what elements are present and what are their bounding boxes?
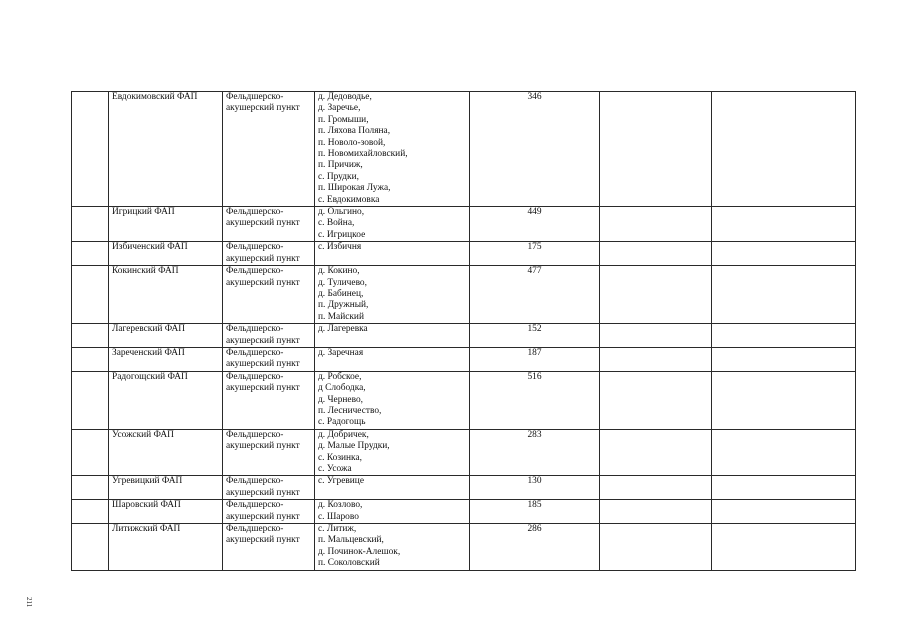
empty-cell bbox=[600, 266, 712, 324]
fap-name-cell: Зареченский ФАП bbox=[109, 347, 223, 371]
settlements-cell: д. Добричек, д. Малые Прудки, с. Козинка, с. Усожа bbox=[315, 429, 470, 476]
fap-type-cell: Фельдшерско-акушерский пункт bbox=[223, 429, 315, 476]
empty-cell bbox=[712, 266, 856, 324]
fap-table-body bbox=[72, 92, 856, 571]
population-cell: 175 bbox=[470, 242, 600, 266]
settlements-cell: д. Дедоводье, д. Заречье, п. Громыши, п. Ляхова Поляна, п. Новоло-зовой, п. Новомихайловский, п. Причиж, с. Прудки, п. Широкая Лужа, с. Евдокимовка bbox=[315, 92, 470, 207]
table-row bbox=[72, 500, 856, 524]
empty-cell bbox=[72, 347, 109, 371]
empty-cell bbox=[72, 266, 109, 324]
empty-cell bbox=[600, 207, 712, 242]
fap-name-cell: Лагеревский ФАП bbox=[109, 324, 223, 348]
settlements-cell: д. Кокино, д. Туличево, д. Бабинец, п. Дружный, п. Майский bbox=[315, 266, 470, 324]
empty-cell bbox=[72, 500, 109, 524]
table-row bbox=[72, 242, 856, 266]
empty-cell bbox=[72, 207, 109, 242]
table-row bbox=[72, 92, 856, 207]
empty-cell bbox=[712, 92, 856, 207]
population-cell: 185 bbox=[470, 500, 600, 524]
fap-type-cell: Фельдшерско-акушерский пункт bbox=[223, 500, 315, 524]
fap-name-cell: Игрицкий ФАП bbox=[109, 207, 223, 242]
empty-cell bbox=[712, 524, 856, 571]
empty-cell bbox=[712, 371, 856, 429]
table-row bbox=[72, 347, 856, 371]
settlements-cell: д. Ольгино, с. Война, с. Игрицкое bbox=[315, 207, 470, 242]
fap-name-cell: Шаровский ФАП bbox=[109, 500, 223, 524]
fap-type-cell: Фельдшерско-акушерский пункт bbox=[223, 347, 315, 371]
empty-cell bbox=[600, 524, 712, 571]
empty-cell bbox=[72, 371, 109, 429]
fap-type-cell: Фельдшерско-акушерский пункт bbox=[223, 476, 315, 500]
fap-type-cell: Фельдшерско-акушерский пункт bbox=[223, 207, 315, 242]
fap-name-cell: Евдокимовский ФАП bbox=[109, 92, 223, 207]
population-cell: 346 bbox=[470, 92, 600, 207]
empty-cell bbox=[72, 476, 109, 500]
empty-cell bbox=[72, 92, 109, 207]
empty-cell bbox=[712, 207, 856, 242]
population-cell: 449 bbox=[470, 207, 600, 242]
fap-name-cell: Усожский ФАП bbox=[109, 429, 223, 476]
population-cell: 187 bbox=[470, 347, 600, 371]
population-cell: 130 bbox=[470, 476, 600, 500]
empty-cell bbox=[72, 324, 109, 348]
population-cell: 283 bbox=[470, 429, 600, 476]
empty-cell bbox=[72, 524, 109, 571]
empty-cell bbox=[72, 242, 109, 266]
page-number: 211 bbox=[25, 597, 33, 608]
table-row bbox=[72, 429, 856, 476]
empty-cell bbox=[712, 476, 856, 500]
empty-cell bbox=[600, 347, 712, 371]
settlements-cell: с. Избичня bbox=[315, 242, 470, 266]
empty-cell bbox=[600, 242, 712, 266]
settlements-cell: с. Литиж, п. Мальцевский, д. Починок-Алешок, п. Соколовский bbox=[315, 524, 470, 571]
fap-type-cell: Фельдшерско-акушерский пункт bbox=[223, 524, 315, 571]
empty-cell bbox=[600, 324, 712, 348]
table-row bbox=[72, 324, 856, 348]
empty-cell bbox=[712, 324, 856, 348]
empty-cell bbox=[600, 92, 712, 207]
empty-cell bbox=[600, 476, 712, 500]
fap-name-cell: Радогощский ФАП bbox=[109, 371, 223, 429]
settlements-cell: д. Заречная bbox=[315, 347, 470, 371]
table-row bbox=[72, 476, 856, 500]
population-cell: 152 bbox=[470, 324, 600, 348]
empty-cell bbox=[712, 242, 856, 266]
table-row bbox=[72, 371, 856, 429]
fap-type-cell: Фельдшерско-акушерский пункт bbox=[223, 92, 315, 207]
fap-table bbox=[71, 91, 856, 571]
fap-name-cell: Литижский ФАП bbox=[109, 524, 223, 571]
population-cell: 477 bbox=[470, 266, 600, 324]
fap-name-cell: Кокинский ФАП bbox=[109, 266, 223, 324]
table-row bbox=[72, 207, 856, 242]
empty-cell bbox=[600, 371, 712, 429]
empty-cell bbox=[712, 429, 856, 476]
fap-type-cell: Фельдшерско-акушерский пункт bbox=[223, 242, 315, 266]
settlements-cell: с. Угревице bbox=[315, 476, 470, 500]
settlements-cell: д. Лагеревка bbox=[315, 324, 470, 348]
empty-cell bbox=[712, 347, 856, 371]
settlements-cell: д. Козлово, с. Шарово bbox=[315, 500, 470, 524]
empty-cell bbox=[72, 429, 109, 476]
population-cell: 286 bbox=[470, 524, 600, 571]
empty-cell bbox=[600, 500, 712, 524]
table-row bbox=[72, 266, 856, 324]
settlements-cell: д. Робское, д Слободка, д. Чернево, п. Лесничество, с. Радогощь bbox=[315, 371, 470, 429]
fap-type-cell: Фельдшерско-акушерский пункт bbox=[223, 266, 315, 324]
population-cell: 516 bbox=[470, 371, 600, 429]
table-row bbox=[72, 524, 856, 571]
fap-name-cell: Угревицкий ФАП bbox=[109, 476, 223, 500]
empty-cell bbox=[600, 429, 712, 476]
fap-type-cell: Фельдшерско-акушерский пункт bbox=[223, 324, 315, 348]
empty-cell bbox=[712, 500, 856, 524]
fap-name-cell: Избиченский ФАП bbox=[109, 242, 223, 266]
fap-type-cell: Фельдшерско-акушерский пункт bbox=[223, 371, 315, 429]
